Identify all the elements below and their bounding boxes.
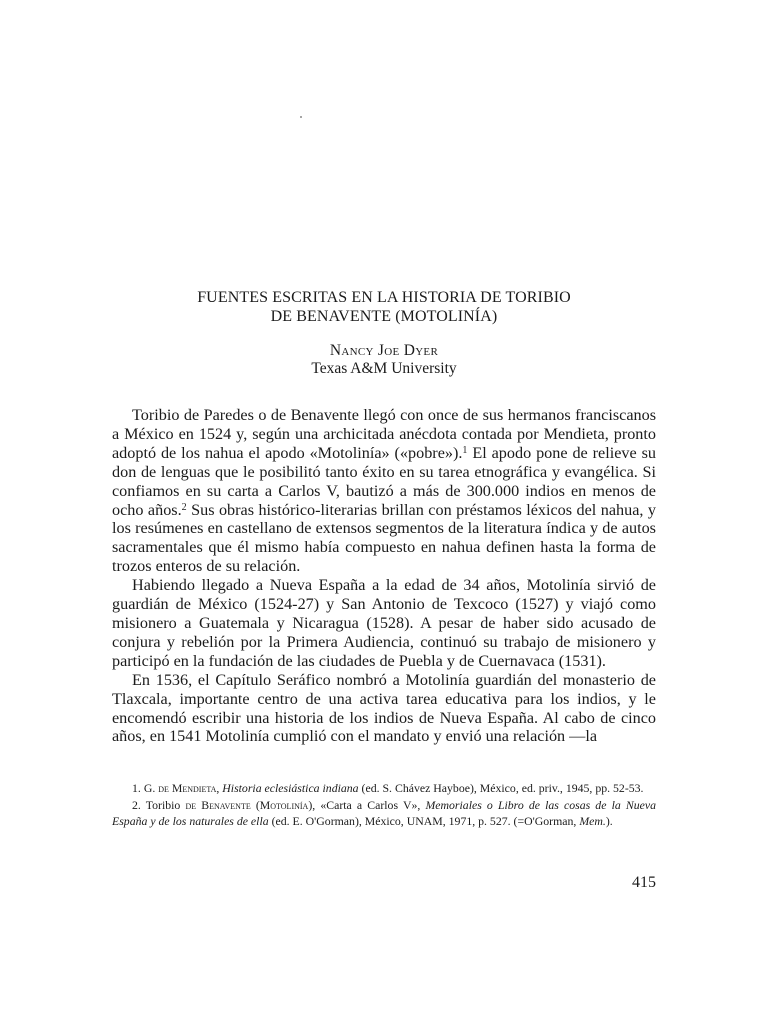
footnotes (112, 781, 656, 831)
footnote-2-author-plain: Toribio (145, 798, 181, 813)
paragraph-1-part-3: Sus obras histórico-literarias brillan con préstamos léxicos del nahua, y los resúmenes en castellano de extensos segmentos de la literatura índica y de autos sacramentales que él mismo había compuesto en nahua definen hasta la forma de trozos enteros de su relación. (112, 500, 656, 576)
author-affiliation: Texas A&M University (311, 360, 457, 377)
footnote-ref-2: 2 (181, 501, 187, 513)
paragraph-1-part-2: El apodo pone de relieve su don de lenguas que le posibilitó tanto éxito en su tarea etnográfica y evangélica. Si confiamos en su carta a Carlos V, bautizó a más de 300.000 indios en menos de ocho años. (112, 443, 656, 519)
footnote-2-rest: (ed. E. O'Gorman), México, UNAM, 1971, p. 527. (=O'Gorman, (268, 813, 580, 828)
footnote-2-middle: «Carta a Carlos V», (315, 798, 426, 813)
footnote-2-work: Memoriales o Libro de las cosas de la Nueva España y de los naturales de ella (112, 798, 656, 828)
paragraph-3: En 1536, el Capítulo Seráfico nombró a Motolinía guardián del monasterio de Tlaxcala, importante centro de una activa tarea educativa para los indios, y le encomendó escribir una historia de los indios de Nueva España. Al cabo de cinco años, en 1541 Motolinía cumplió con el mandato y envió una relación —la (112, 670, 656, 746)
footnote-1-number: 1. (132, 781, 141, 795)
article-body (112, 406, 656, 746)
paragraph-1 (112, 406, 656, 576)
scan-speck (300, 116, 302, 118)
footnote-2-abbrev: Mem. (579, 813, 606, 828)
author-name: Nancy Joe Dyer (329, 342, 439, 359)
footnote-2-number: 2. (132, 798, 141, 813)
footnote-ref-1: 1 (462, 444, 468, 456)
footnote-1-author: G. de Mendieta, (143, 781, 220, 795)
footnote-1 (112, 781, 656, 796)
footnote-1-work: Historia eclesiástica indiana (222, 781, 359, 795)
footnote-2 (112, 798, 656, 829)
paragraph-1-part-1: Toribio de Paredes o de Benavente llegó con once de sus hermanos franciscanos a México en 1524 y, según una archicitada anécdota contada por Mendieta, pronto adoptó de los nahua el apodo «Motolinía» («pobre»). (112, 406, 656, 462)
title-line-1: FUENTES ESCRITAS EN LA HISTORIA DE TORIBIO (197, 289, 571, 306)
article-title (100, 288, 668, 326)
footnote-2-close: ). (605, 813, 613, 828)
title-line-2: DE BENAVENTE (MOTOLINÍA) (270, 308, 498, 325)
footnote-1-rest: (ed. S. Chávez Hayboe), México, ed. priv., 1945, pp. 52-53. (358, 781, 644, 795)
author-block (100, 342, 668, 378)
paragraph-2: Habiendo llegado a Nueva España a la edad de 34 años, Motolinía sirvió de guardián de México (1524-27) y San Antonio de Texcoco (1527) y viajó como misionero a Guatemala y Nicaragua (1528). A pesar de haber sido acusado de conjura y rebelión por la Primera Audiencia, continuó su trabajo de misionero y participó en la fundación de las ciudades de Puebla y de Cuernavaca (1531). (112, 576, 656, 670)
footnote-2-author: de Benavente (Motolinía), (185, 798, 316, 813)
page-number: 415 (632, 874, 656, 891)
